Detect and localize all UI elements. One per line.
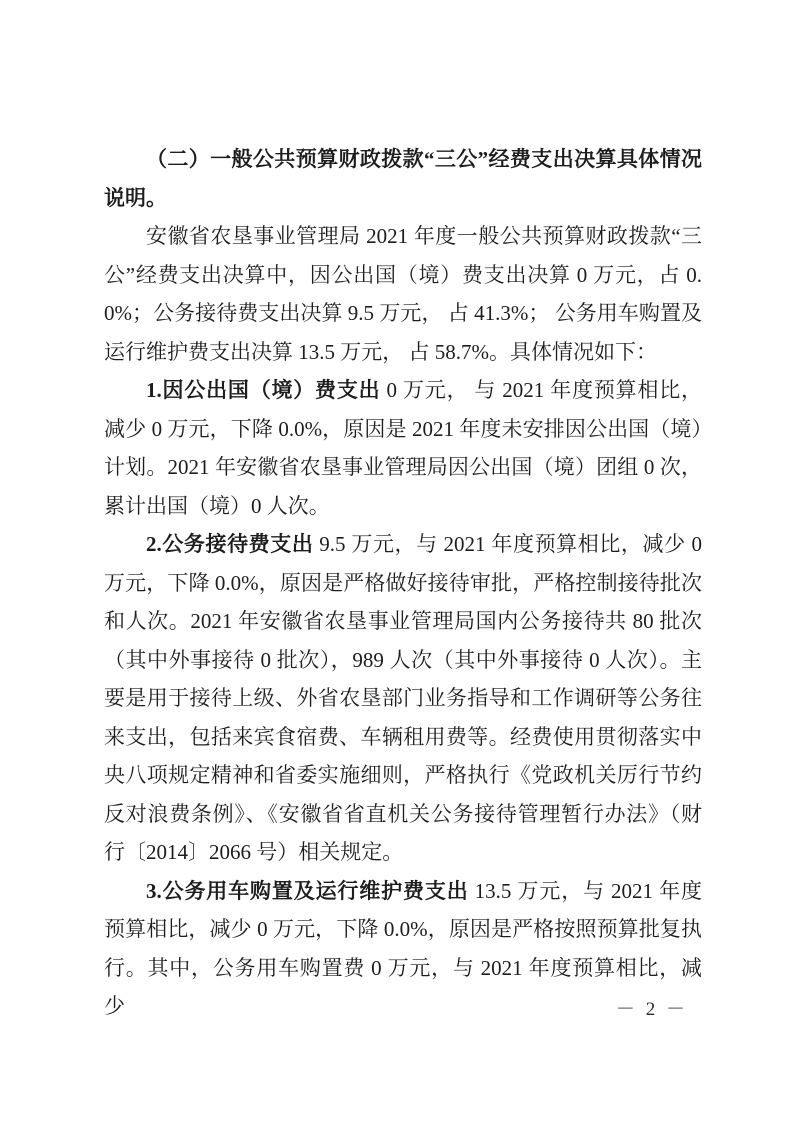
item-3-text: 13.5 万元，与 2021 年度预算相比，减少 0 万元，下降 0.0%，原因是严格按照预算批复执行。其中，公务用车购置费 0 万元，与 2021 年度预算相比，减少 bbox=[104, 878, 702, 1018]
item-1-lead: 1.因公出国（境）费支出 bbox=[146, 378, 381, 402]
item-3-lead: 3.公务用车购置及运行维护费支出 bbox=[146, 878, 469, 903]
intro-paragraph: 安徽省农垦事业管理局 2021 年度一般公共预算财政拨款“三公”经费支出决算中，因公出国（境）费支出决算 0 万元，占 0.0%；公务接待费支出决算 9.5 万元， 占 41.3%； 公务用车购置及运行维护费支出决算 13.5 万元， 占 58.7%。具体情况如下： bbox=[104, 224, 702, 364]
item-2-paragraph bbox=[104, 525, 702, 872]
item-2-lead: 2.公务接待费支出 bbox=[146, 532, 314, 556]
item-2-text: 9.5 万元，与 2021 年度预算相比，减少 0 万元，下降 0.0%，原因是严格做好接待审批，严格控制接待批次和人次。2021 年安徽省农垦事业管理局国内公务接待共 80 批次（其中外事接待 0 批次），989 人次（其中外事接待 0 人次）。主要是用于接待上级、外省农垦部门业务指导和工作调研等公务往来支出，包括来宾食宿费、车辆租用费等。经费使用贯彻落实中央八项规定精神和省委实施细则，严格执行《党政机关厉行节约反对浪费条例》、《安徽省省直机关公务接待管理暂行办法》（财行〔2014〕2066 号）相关规定。 bbox=[104, 532, 703, 864]
item-3-paragraph bbox=[104, 872, 702, 1026]
item-1-text: 0 万元， 与 2021 年度预算相比，减少 0 万元，下降 0.0%，原因是 2021 年度未安排因公出国（境）计划。2021 年安徽省农垦事业管理局因公出国（境）团组 0 次，累计出国（境）0 人次。 bbox=[104, 378, 703, 518]
section-heading: （二）一般公共预算财政拨款“三公”经费支出决算具体情况说明。 bbox=[104, 147, 702, 210]
page-number: － 2 － bbox=[615, 999, 688, 1020]
document-body bbox=[104, 140, 702, 1026]
item-1-paragraph bbox=[104, 371, 702, 525]
